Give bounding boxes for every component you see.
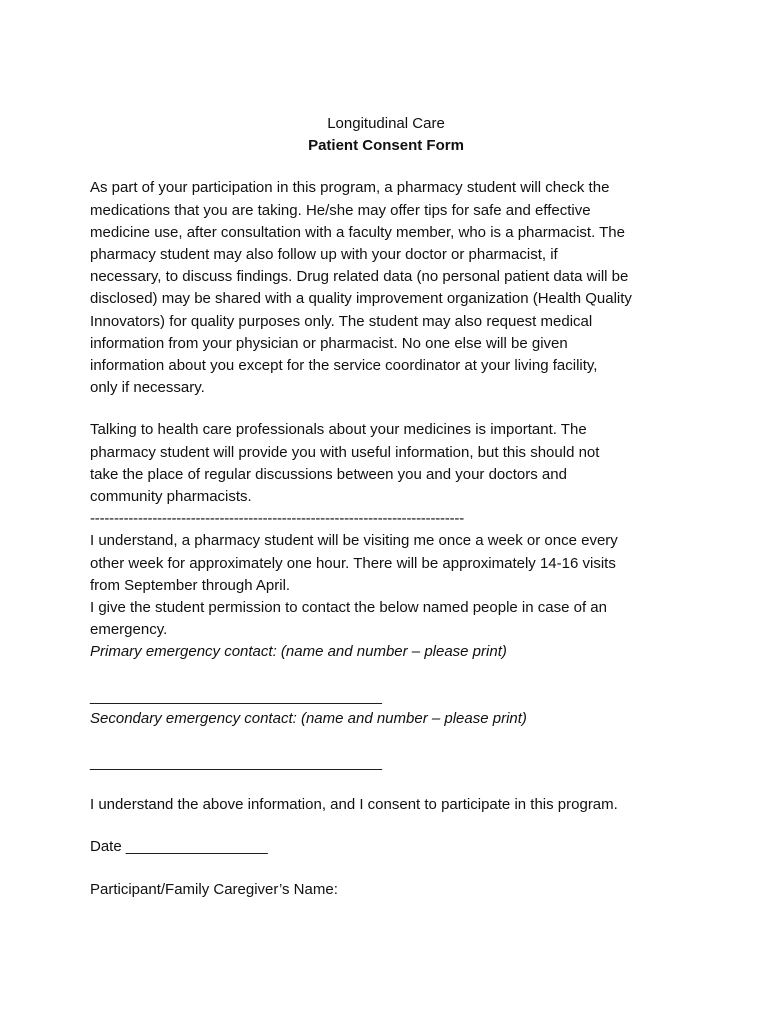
visit-schedule-paragraph: I understand, a pharmacy student will be visiting me once a week or once every other week for approximately one hour. There will be approximately 14-16 visits from September through April.: [90, 532, 618, 594]
participation-paragraph: As part of your participation in this program, a pharmacy student will check the medications that you are taking. He/she may offer tips for safe and effective medicine use, after consultation with a faculty member, who is a pharmacist. The pharmacy student may also follow up with your doctor or pharmacist, if necessary, to discuss findings. Drug related data (no personal patient data will be disclosed) may be shared with a quality improvement organization (Health Quality Innovators) for quality purposes only. The student may also request medical information from your physician or pharmacist. No one else will be given information about you except for the service coordinator at your living facility, only if necessary.: [90, 179, 632, 397]
spacer: [90, 774, 690, 794]
consent-form: [90, 113, 690, 901]
secondary-contact-label: Secondary emergency contact: (name and number – please print): [90, 709, 527, 727]
contact-permission-paragraph: I give the student permission to contact the below named people in case of an emergency.: [90, 599, 607, 639]
spacer: [90, 859, 690, 879]
consent-statement: I understand the above information, and I consent to participate in this program.: [90, 796, 618, 814]
separator-line: ------------------------------------------------------------------------------: [90, 510, 465, 528]
form-subtitle: Longitudinal Care: [327, 115, 445, 132]
date-field[interactable]: Date _________________: [90, 838, 268, 856]
secondary-contact-field[interactable]: ___________________________________: [90, 754, 382, 772]
spacer: [90, 399, 690, 419]
primary-contact-label: Primary emergency contact: (name and number – please print): [90, 643, 507, 661]
form-title: Patient Consent Form: [308, 137, 464, 155]
importance-paragraph: Talking to health care professionals about your medicines is important. The pharmacy student will provide you with useful information, but this should not take the place of regular discussions between you and your doctors and community pharmacists.: [90, 421, 600, 506]
participant-name-label: Participant/Family Caregiver’s Name:: [90, 880, 338, 898]
spacer: [90, 816, 690, 836]
spacer: [90, 157, 690, 177]
primary-contact-field[interactable]: ___________________________________: [90, 687, 382, 705]
